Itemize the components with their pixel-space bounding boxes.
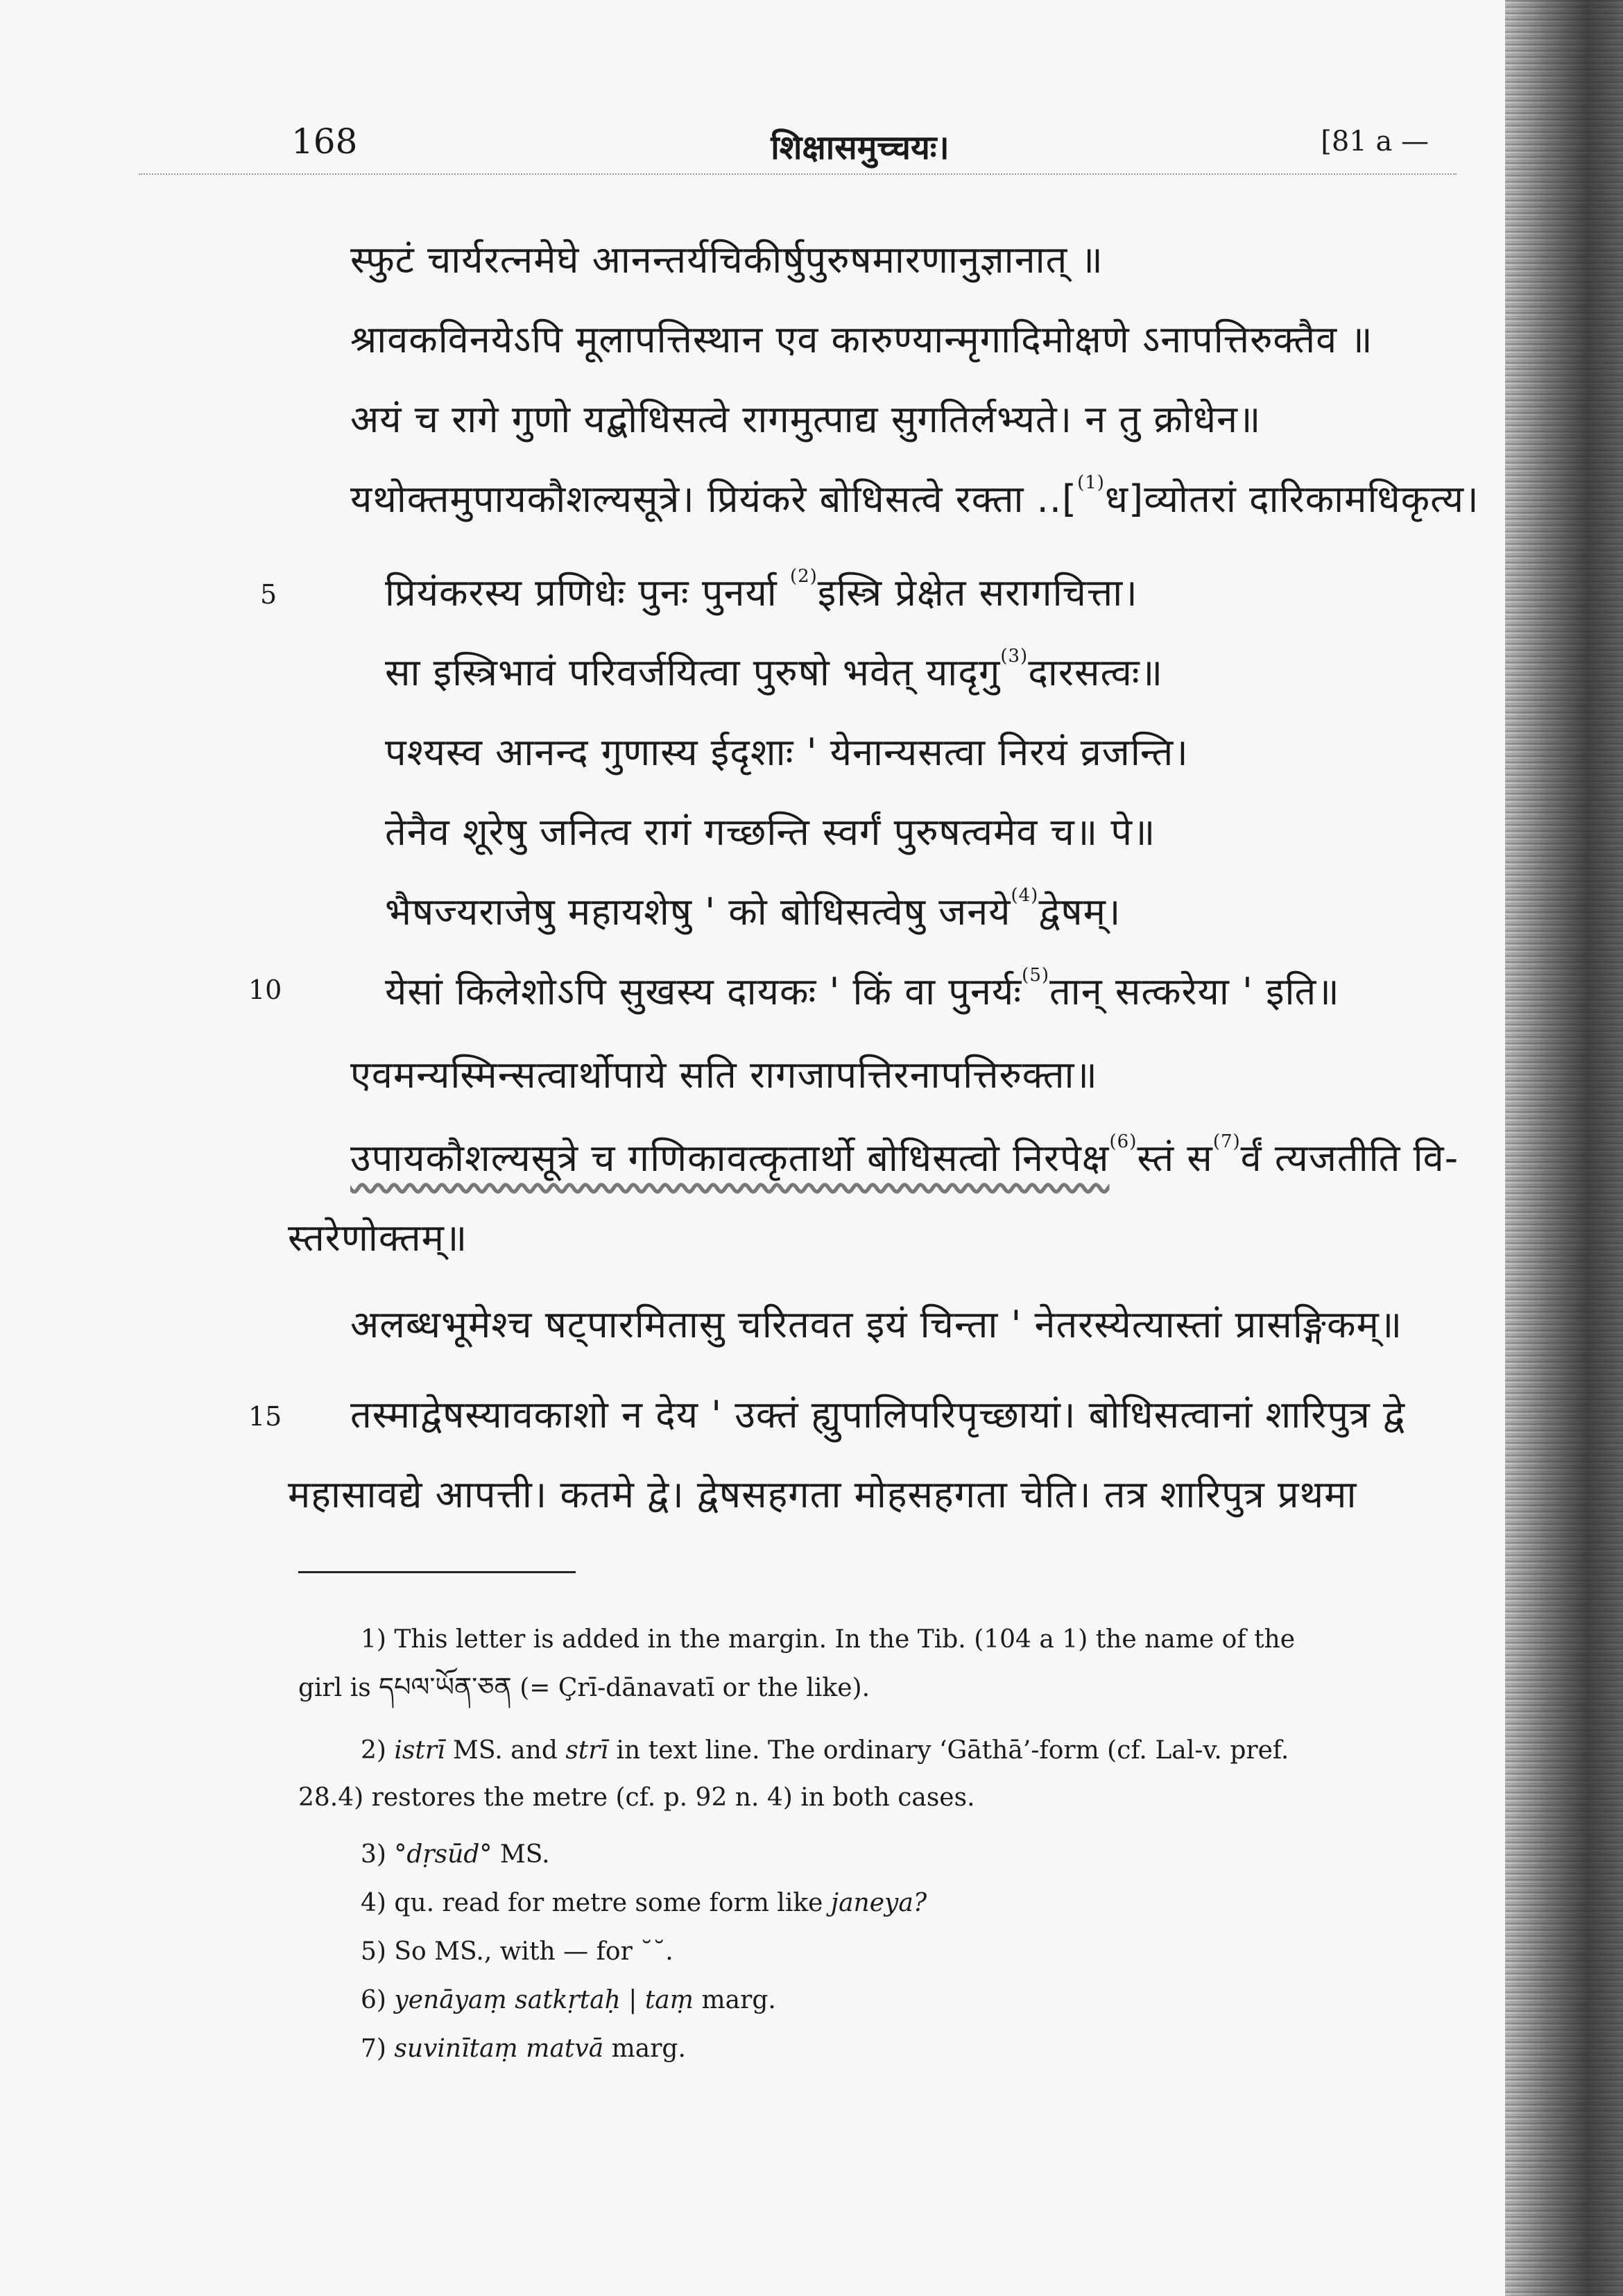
verse-line-4: तेनैव शूरेषु जनित्व रागं गच्छन्ति स्वर्गं पुरुषत्वमेव च॥ पे॥ <box>385 810 1156 854</box>
text-line-3: अयं च रागे गुणो यद्बोधिसत्वे रागमुत्पाद्य सुगतिर्लभ्यते। न तु क्रोधेन॥ <box>350 397 1262 441</box>
text-line-13: स्तरेणोक्तम्॥ <box>288 1216 468 1260</box>
verse-line-2: सा इस्त्रिभावं परिवर्जयित्वा पुरुषो भवेत् यादृगु$^{(3)}$दारसत्वः॥ <box>385 646 1164 694</box>
scan-shadow-edge <box>1505 0 1623 2296</box>
footnote-2: 2) istrī MS. and strī in text line. The ordinary ‘Gāthā’-form (cf. Lal-v. pref. 28.4) restores the metre (cf. p. 92 n. 4) in both cases. <box>298 1736 1289 1812</box>
verse-line-3: पश्यस्व आनन्द गुणास्य ईदृशाः ' येनान्यसत्वा निरयं व्रजन्ति। <box>385 730 1189 774</box>
note-mark-6: (6) <box>1109 1131 1137 1152</box>
note-mark-5: (5) <box>1022 965 1050 986</box>
running-title: शिक्षासमुच्चयः। <box>771 128 950 167</box>
note-mark-2: (2) <box>789 566 818 587</box>
text-line-4: यथोक्तमुपायकौशल्यसूत्रे। प्रियंकरे बोधिसत्वे रक्ता ..[$^{(1)}$ध]व्योतरां दारिकामधिकृत्य। <box>350 472 1479 521</box>
footnote-4: 4) qu. read for metre some form like janeya? <box>361 1889 927 1917</box>
text-line-14: अलब्धभूमेश्च षट्पारमितासु चरितवत इयं चिन्ता ' नेतरस्येत्यास्तां प्रासङ्गिकम्॥ <box>350 1303 1403 1346</box>
text-line-12: उपायकौशल्यसूत्रे च गणिकावत्कृतार्थो बोधिसत्वो निरपेक्ष$^{(6)}$स्तं स$^{(7)}$र्वं त्यजतीति वि- <box>350 1131 1459 1180</box>
line-number-5: 5 <box>260 579 277 610</box>
line-number-15: 15 <box>248 1401 282 1432</box>
verse-line-5: भैषज्यराजेषु महायशेषु ' को बोधिसत्वेषु जनये$^{(4)}$द्वेषम्। <box>385 885 1122 934</box>
note-mark-3: (3) <box>1000 646 1029 667</box>
text-line-1: स्फुटं चार्यरत्नमेघे आनन्तर्यचिकीर्षुपुरुषमारणानुज्ञानात् ॥ <box>350 238 1104 282</box>
footnote-rule <box>298 1571 576 1573</box>
folio-reference: [81 a — <box>1321 126 1429 157</box>
page-header <box>291 121 1429 170</box>
note-mark-7: (7) <box>1212 1131 1241 1152</box>
verse-line-1: प्रियंकरस्य प्रणिधेः पुनः पुनर्या $^{(2)}$इस्त्रि प्रेक्षेत सरागचित्ता। <box>385 566 1138 615</box>
footnote-3: 3) °dṛsūd° MS. <box>361 1840 550 1869</box>
footnote-7: 7) suvinītaṃ matvā marg. <box>361 2034 686 2063</box>
text-line-2: श्रावकविनयेऽपि मूलापत्तिस्थान एव कारुण्यान्मृगादिमोक्षणे ऽनापत्तिरुक्तैव ॥ <box>350 318 1373 361</box>
header-rule <box>139 173 1457 175</box>
text-line-15: तस्माद्वेषस्यावकाशो न देय ' उक्तं ह्युपालिपरिपृच्छायां। बोधिसत्वानां शारिपुत्र द्वे <box>350 1393 1406 1437</box>
line-number-10: 10 <box>248 975 282 1005</box>
text-line-16: महासावद्ये आपत्ती। कतमे द्वे। द्वेषसहगता मोहसहगता चेति। तत्र शारिपुत्र प्रथमा <box>288 1473 1357 1516</box>
note-mark-4: (4) <box>1011 885 1039 906</box>
page-number: 168 <box>291 121 358 162</box>
note-mark-1: (1) <box>1077 472 1105 493</box>
footnote-1: 1) This letter is added in the margin. In the Tib. (104 a 1) the name of the girl is དཔལ་ཡོན་ཅན (= Çrī-dānavatī or the like). <box>298 1625 1296 1702</box>
verse-line-6: येसां किलेशोऽपि सुखस्य दायकः ' किं वा पुनर्यः$^{(5)}$तान् सत्करेया ' इति॥ <box>385 965 1340 1013</box>
text-line-11: एवमन्यस्मिन्सत्वार्थोपाये सति रागजापत्तिरनापत्तिरुक्ता॥ <box>350 1053 1098 1097</box>
tibetan-name: དཔལ་ཡོན་ཅན <box>379 1672 512 1702</box>
footnote-5: 5) So MS., with — for ˘˘. <box>361 1937 673 1966</box>
footnote-6: 6) yenāyaṃ satkṛtaḥ | taṃ marg. <box>361 1986 776 2014</box>
